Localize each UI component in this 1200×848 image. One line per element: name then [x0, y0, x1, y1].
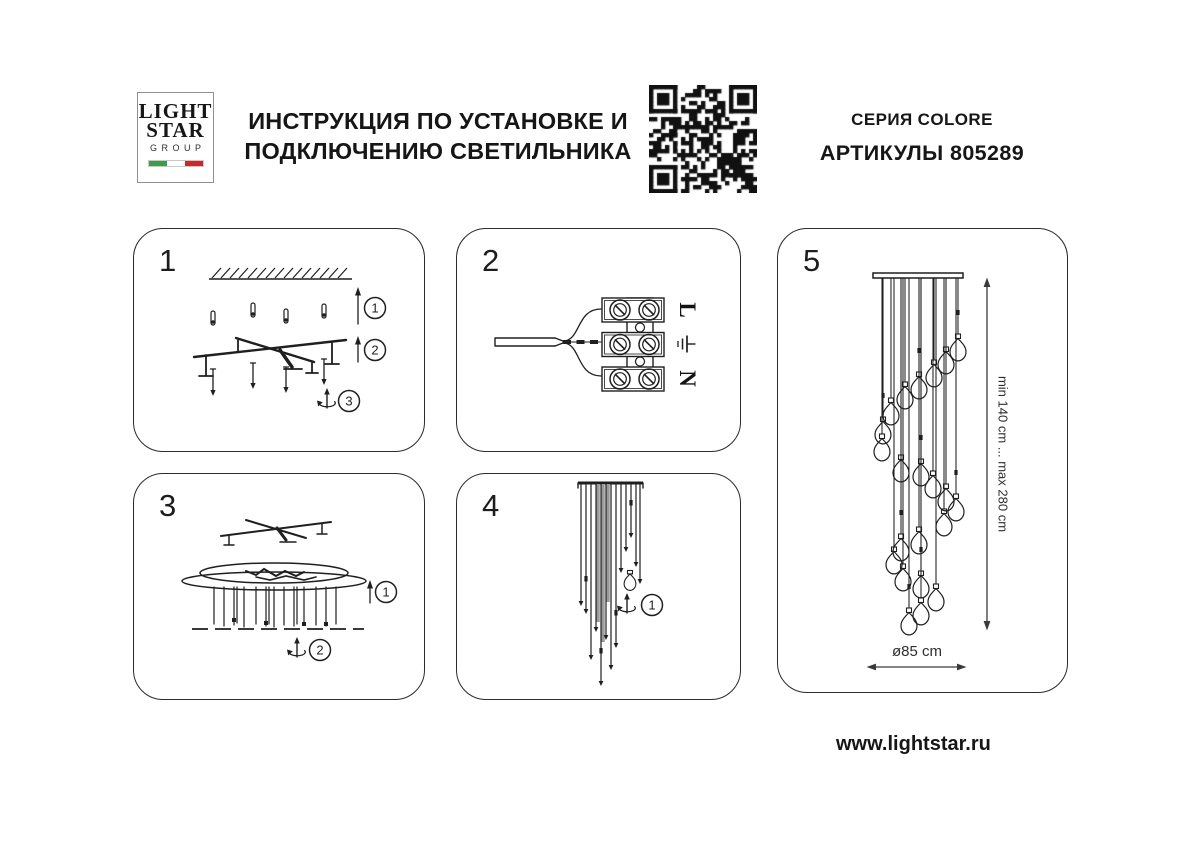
diagram-wiring	[457, 229, 742, 453]
diameter-dimension	[867, 643, 967, 670]
step-panel-4	[456, 473, 741, 700]
label-line: L	[675, 302, 700, 318]
article-number: АРТИКУЛЫ 805289	[819, 141, 1025, 165]
step-panel-3	[133, 473, 425, 700]
step-markers	[617, 593, 663, 616]
mounting-bracket	[194, 338, 346, 376]
panel-number: 2	[482, 243, 500, 278]
series-block	[793, 110, 1051, 166]
panel-number: 3	[159, 488, 177, 523]
diameter-label: ø85 cm	[891, 643, 943, 660]
height-dimension	[984, 278, 1011, 631]
mounting-screws	[210, 359, 326, 396]
ceiling-hatch	[209, 268, 352, 279]
step-1-marker: 1	[382, 584, 390, 600]
step-panel-1	[133, 228, 425, 452]
step-panel-2	[456, 228, 741, 452]
italian-flag-icon	[148, 160, 204, 167]
step-markers	[317, 287, 386, 412]
panel-number: 5	[803, 243, 821, 278]
flag-white	[167, 161, 185, 166]
series-name: СЕРИЯ COLORE	[851, 110, 993, 129]
diagram-cable-unwinding	[457, 474, 742, 701]
flag-green	[149, 161, 167, 166]
pendant-lamps	[874, 278, 966, 635]
step-1-marker: 1	[648, 597, 656, 613]
lightstar-logo	[137, 92, 214, 183]
pendant-bulb	[624, 571, 636, 591]
step-1-marker: 1	[371, 300, 379, 316]
height-range-label: min 140 cm ... max 280 cm	[995, 375, 1011, 533]
website-link: www.lightstar.ru	[836, 733, 991, 755]
label-neutral: N	[675, 370, 700, 387]
panel-number: 1	[159, 243, 177, 278]
step-panel-5	[777, 228, 1068, 693]
title-line-1: ИНСТРУКЦИЯ ПО УСТАНОВКЕ И	[248, 108, 628, 134]
terminal-labels	[675, 302, 700, 387]
supply-cable	[495, 309, 601, 376]
step-3-marker: 3	[345, 393, 353, 409]
ceiling-plate	[873, 273, 963, 278]
flag-red	[185, 161, 203, 166]
logo-group: GROUP	[149, 143, 206, 153]
diagram-canopy-mounting	[134, 474, 426, 701]
screw-rotation-icon	[317, 388, 335, 408]
page-title	[236, 106, 640, 166]
terminal-block	[602, 298, 664, 391]
panel-number: 4	[482, 488, 500, 523]
logo-star: STAR	[146, 118, 205, 142]
ground-icon	[678, 336, 696, 353]
screw-rotation-icon	[287, 637, 305, 657]
diagram-ceiling-mounting	[134, 229, 426, 453]
mounting-bracket-small	[221, 520, 331, 545]
qr-code	[649, 85, 757, 193]
hanging-cables	[214, 587, 336, 627]
canopy	[182, 563, 366, 590]
step-2-marker: 2	[371, 342, 379, 358]
screw-rotation-icon	[617, 593, 635, 613]
diagram-final-chandelier	[778, 229, 1069, 694]
logo-light: LIGHT	[138, 99, 213, 123]
wall-anchors	[211, 303, 326, 325]
title-line-2: ПОДКЛЮЧЕНИЮ СВЕТИЛЬНИКА	[244, 138, 632, 164]
step-2-marker: 2	[316, 642, 324, 658]
